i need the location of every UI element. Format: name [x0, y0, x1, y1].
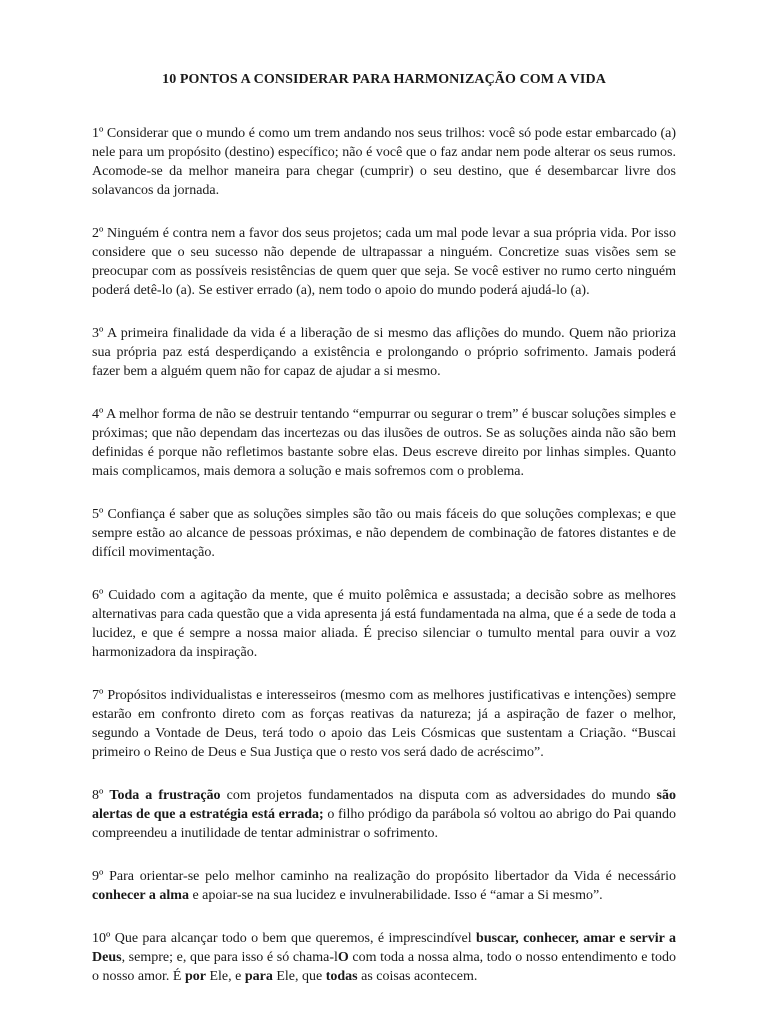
point-paragraph-7: [92, 686, 676, 762]
text-segment: , sempre; e, que para isso é só chama-l: [121, 950, 338, 965]
text-segment: com toda a nossa alma, todo o nosso entendimento e todo o nosso amor. É: [92, 950, 676, 984]
bold-text: para: [244, 969, 273, 984]
text-segment: 3º A primeira finalidade da vida é a liberação de si mesmo das aflições do mundo. Quem não prioriza sua própria paz está desperdiçando a existência e prolongando o próprio sofrimento. Jamais poderá fazer bem a alguém quem não for capaz de ajudar a si mesmo.: [92, 326, 676, 379]
text-segment: 9º Para orientar-se pelo melhor caminho na realização do propósito libertador da Vida é necessário: [92, 869, 676, 884]
text-segment: o filho pródigo da parábola só voltou ao abrigo do Pai quando compreendeu a inutilidade de tentar administrar o sofrimento.: [92, 807, 676, 841]
text-segment: Ele, e: [205, 969, 245, 984]
point-paragraph-2: [92, 224, 676, 300]
bold-text: buscar, conhecer, amar e servir a Deus: [92, 931, 676, 965]
point-paragraph-10: [92, 929, 676, 986]
bold-text: por: [184, 969, 206, 984]
point-paragraph-1: [92, 124, 676, 200]
bold-text: Toda a frustração: [109, 788, 221, 803]
text-segment: 10º Que para alcançar todo o bem que queremos, é imprescindível: [92, 931, 477, 946]
text-segment: 4º A melhor forma de não se destruir tentando “empurrar ou segurar o trem” é buscar soluções simples e próximas; que não dependam das incertezas ou das ilusões de outros. Se as soluções ainda não são bem definidas é porque não refletimos bastante sobre elas. Deus escreve direito por linhas simples. Quanto mais complicamos, mais demora a solução e mais sofremos com o problema.: [92, 407, 676, 479]
text-segment: com projetos fundamentados na disputa com as adversidades do mundo: [220, 788, 657, 803]
bold-text: O: [337, 950, 349, 965]
text-segment: 1º Considerar que o mundo é como um trem andando nos seus trilhos: você só pode estar embarcado (a) nele para um propósito (destino) específico; não é você que o faz andar nem pode alterar os seus rumos. Acomode-se da melhor maneira para chegar (cumprir) o seu destino, que é desembarcar livre dos solavancos da jornada.: [92, 126, 676, 198]
document-title: 10 PONTOS A CONSIDERAR PARA HARMONIZAÇÃO COM A VIDA: [162, 72, 606, 87]
point-paragraph-8: [92, 786, 676, 843]
point-paragraph-6: [92, 586, 676, 662]
document-body: [92, 124, 676, 986]
point-paragraph-4: [92, 405, 676, 481]
text-segment: 5º Confiança é saber que as soluções simples são tão ou mais fáceis do que soluções complexas; e que sempre estão ao alcance de pessoas próximas, e não dependem de combinação de fatores distantes e de difícil movimentação.: [92, 507, 676, 560]
text-segment: 2º Ninguém é contra nem a favor dos seus projetos; cada um mal pode levar a sua própria vida. Por isso considere que o seu sucesso não depende de ultrapassar a ninguém. Concretize suas visões sem se preocupar com as possíveis resistências de quem quer que seja. Se você estiver no rumo certo ninguém poderá detê-lo (a). Se estiver errado (a), nem todo o apoio do mundo poderá ajudá-lo (a).: [92, 226, 676, 298]
text-segment: e apoiar-se na sua lucidez e invulnerabilidade. Isso é “amar a Si mesmo”.: [188, 888, 603, 903]
point-paragraph-3: [92, 324, 676, 381]
text-segment: Ele, que: [272, 969, 326, 984]
point-paragraph-9: [92, 867, 676, 905]
text-segment: as coisas acontecem.: [357, 969, 478, 984]
bold-text: todas: [325, 969, 358, 984]
text-segment: 6º Cuidado com a agitação da mente, que é muito polêmica e assustada; a decisão sobre as melhores alternativas para cada questão que a vida apresenta já está fundamentada na alma, que é a sede de toda a lucidez, e que é sempre a nossa maior aliada. É preciso silenciar o tumulto mental para ouvir a voz harmonizadora da inspiração.: [92, 588, 676, 660]
bold-text: são alertas de que a estratégia está errada;: [92, 788, 676, 822]
text-segment: 8º: [92, 788, 110, 803]
text-segment: 7º Propósitos individualistas e interesseiros (mesmo com as melhores justificativas e intenções) sempre estarão em confronto direto com as forças reativas da natureza; já a aspiração de fazer o melhor, segundo a Vontade de Deus, terá todo o apoio das Leis Cósmicas que sustentam a Criação. “Buscai primeiro o Reino de Deus e Sua Justiça que o resto vos será dado de acréscimo”.: [92, 688, 676, 760]
bold-text: conhecer a alma: [92, 888, 189, 903]
point-paragraph-5: [92, 505, 676, 562]
